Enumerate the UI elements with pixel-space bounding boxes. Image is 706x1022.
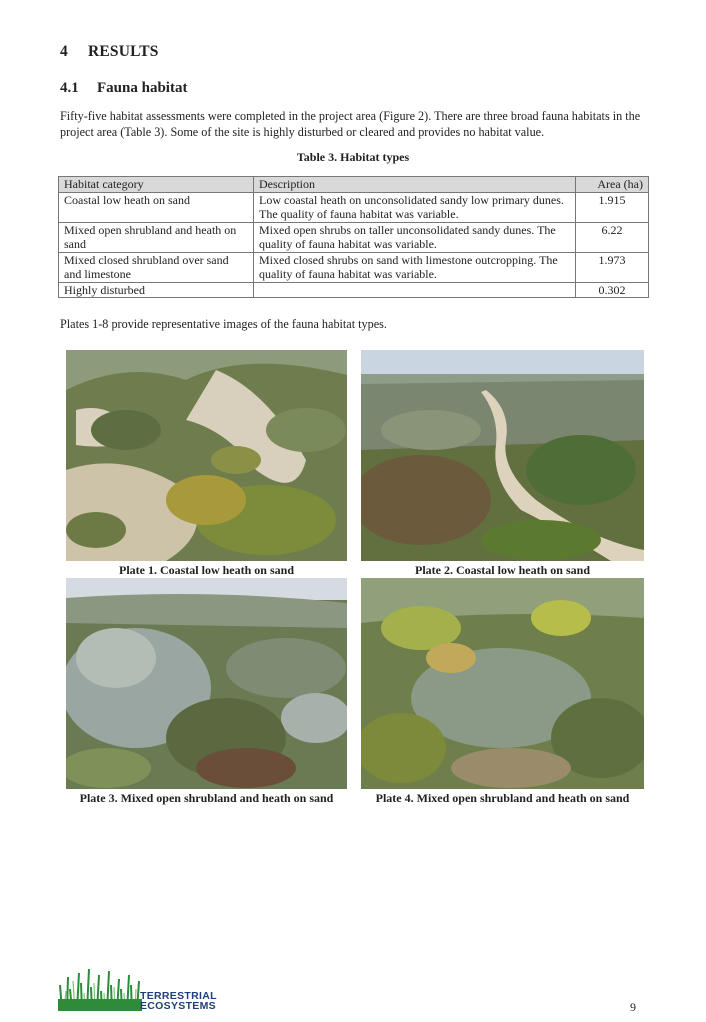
- logo-line-1: TERRESTRIAL: [140, 990, 217, 1002]
- plate-2-caption: Plate 2. Coastal low heath on sand: [414, 563, 590, 577]
- cell-habitat-category: Mixed open shrubland and heath on sand: [59, 222, 254, 252]
- cell-area: 1.973: [576, 252, 649, 282]
- plate-1-photo: [66, 350, 347, 561]
- plates-intro-text: Plates 1-8 provide representative images of the fauna habitat types.: [60, 317, 387, 331]
- header-description: Description: [254, 177, 576, 193]
- habitat-table: [58, 176, 649, 298]
- logo-line-2: ECOSYSTEMS: [140, 1000, 216, 1012]
- cell-habitat-category: Mixed closed shrubland over sand and limestone: [59, 252, 254, 282]
- subsection-number: 4.1: [60, 80, 79, 96]
- cell-area: 1.915: [576, 192, 649, 222]
- plate-4-photo: [361, 578, 644, 789]
- plate-3-caption: Plate 3. Mixed open shrubland and heath on sand: [79, 791, 334, 805]
- cell-habitat-category: Highly disturbed: [59, 282, 254, 298]
- header-habitat-category: Habitat category: [59, 177, 254, 193]
- section-heading: [60, 43, 159, 61]
- table-row: [59, 282, 649, 298]
- terrestrial-ecosystems-logo: [58, 963, 224, 1011]
- intro-paragraph: Fifty-five habitat assessments were completed in the project area (Figure 2). There are three broad fauna habitats in the project area (Table 3). Some of the site is highly disturbed or cleared and provides no habitat value.: [60, 109, 641, 139]
- table-row: [59, 192, 649, 222]
- header-area: Area (ha): [576, 177, 649, 193]
- plate-4-caption: Plate 4. Mixed open shrubland and heath on sand: [375, 791, 630, 805]
- table-row: [59, 222, 649, 252]
- table-caption: Table 3. Habitat types: [296, 150, 410, 164]
- table-row: [59, 252, 649, 282]
- section-title: RESULTS: [88, 43, 159, 60]
- logo-text: [140, 991, 217, 1011]
- subsection-heading: [60, 80, 187, 97]
- cell-area: 6.22: [576, 222, 649, 252]
- section-number: 4: [60, 43, 68, 60]
- plate-1-caption: Plate 1. Coastal low heath on sand: [118, 563, 294, 577]
- cell-description: Low coastal heath on unconsolidated sandy low primary dunes. The quality of fauna habitat was variable.: [254, 192, 576, 222]
- cell-area: 0.302: [576, 282, 649, 298]
- page-number: 9: [630, 1000, 636, 1014]
- cell-description: [254, 282, 576, 298]
- grass-icon: [58, 963, 142, 1011]
- cell-description: Mixed closed shrubs on sand with limestone outcropping. The quality of fauna habitat was variable.: [254, 252, 576, 282]
- subsection-title: Fauna habitat: [97, 80, 188, 96]
- plate-2-photo: [361, 350, 644, 561]
- plate-3-photo: [66, 578, 347, 789]
- cell-description: Mixed open shrubs on taller unconsolidated sandy dunes. The quality of fauna habitat was variable.: [254, 222, 576, 252]
- cell-habitat-category: Coastal low heath on sand: [59, 192, 254, 222]
- table-header-row: [59, 177, 649, 193]
